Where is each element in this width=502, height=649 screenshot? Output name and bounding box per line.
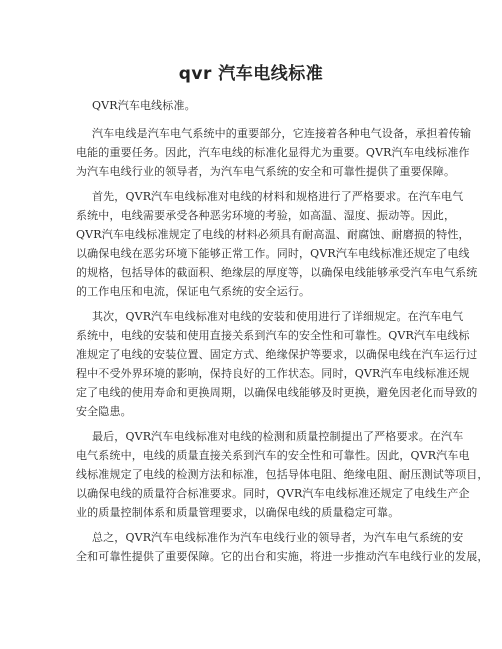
paragraph-line: 汽车电线是汽车电气系统中的重要部分，它连接着各种电气设备，承担着传输 bbox=[92, 127, 472, 140]
paragraph-intro bbox=[76, 96, 436, 115]
paragraph-line: 电能的重要任务。因此，汽车电线的标准化显得尤为重要。QVR汽车电线标准作 bbox=[76, 146, 470, 159]
paragraph-line: 以确保电线在恶劣环境下能够正常工作。同时，QVR汽车电线标准还规定了电线 bbox=[76, 247, 470, 260]
paragraph-materials bbox=[76, 187, 478, 301]
paragraph-line: 安全隐患。 bbox=[76, 405, 132, 418]
paragraph-line: 首先，QVR汽车电线标准对电线的材料和规格进行了严格要求。在汽车电气 bbox=[92, 190, 464, 203]
paragraph-quality bbox=[76, 427, 489, 522]
paragraph-line: 的工作电压和电流，保证电气系统的安全运行。 bbox=[76, 285, 311, 298]
paragraph-line: 程中不受外界环境的影响，保持良好的工作状态。同时，QVR汽车电线标准还规 bbox=[76, 367, 470, 380]
paragraph-line: 准规定了电线的安装位置、固定方式、绝缘保护等要求，以确保电线在汽车运行过 bbox=[76, 348, 478, 361]
paragraph-overview bbox=[76, 124, 472, 181]
paragraph-line: QVR汽车电线标准。 bbox=[92, 99, 196, 112]
paragraph-line: 定了电线的使用寿命和更换周期，以确保电线能够及时更换，避免因老化而导致的 bbox=[76, 386, 478, 399]
paragraph-line: 系统中，电线需要承受各种恶劣环境的考验，如高温、湿度、振动等。因此， bbox=[76, 209, 456, 222]
document-title: qvr 汽车电线标准 bbox=[178, 64, 324, 84]
paragraph-line: 其次，QVR汽车电线标准对电线的安装和使用进行了详细规定。在汽车电气 bbox=[92, 310, 464, 323]
paragraph-line: 系统中，电线的安装和使用直接关系到汽车的安全性和可靠性。QVR汽车电线标 bbox=[76, 329, 470, 342]
paragraph-conclusion bbox=[76, 528, 489, 566]
paragraph-line: QVR汽车电线标准规定了电线的材料必须具有耐高温、耐腐蚀、耐磨损的特性， bbox=[76, 228, 470, 241]
paragraph-line: 以确保电线的质量符合标准要求。同时，QVR汽车电线标准还规定了电线生产企 bbox=[76, 487, 470, 500]
paragraph-line: 业的质量控制体系和质量管理要求，以确保电线的质量稳定可靠。 bbox=[76, 506, 400, 519]
paragraph-line: 总之，QVR汽车电线标准作为汽车电线行业的领导者，为汽车电气系统的安 bbox=[92, 531, 464, 544]
paragraph-installation bbox=[76, 307, 478, 421]
paragraph-line: 全和可靠性提供了重要保障。它的出台和实施，将进一步推动汽车电线行业的发展， bbox=[76, 550, 489, 563]
paragraph-line: 为汽车电线行业的领导者，为汽车电气系统的安全和可靠性提供了重要保障。 bbox=[76, 165, 456, 178]
paragraph-line: 电气系统中，电线的质量直接关系到汽车的安全性和可靠性。因此，QVR汽车电 bbox=[76, 449, 470, 462]
document-body bbox=[76, 96, 489, 572]
paragraph-line: 线标准规定了电线的检测方法和标准，包括导体电阻、绝缘电阻、耐压测试等项目， bbox=[76, 468, 489, 481]
paragraph-line: 最后，QVR汽车电线标准对电线的检测和质量控制提出了严格要求。在汽车 bbox=[92, 430, 464, 443]
paragraph-line: 的规格，包括导体的截面积、绝缘层的厚度等，以确保电线能够承受汽车电气系统 bbox=[76, 266, 478, 279]
